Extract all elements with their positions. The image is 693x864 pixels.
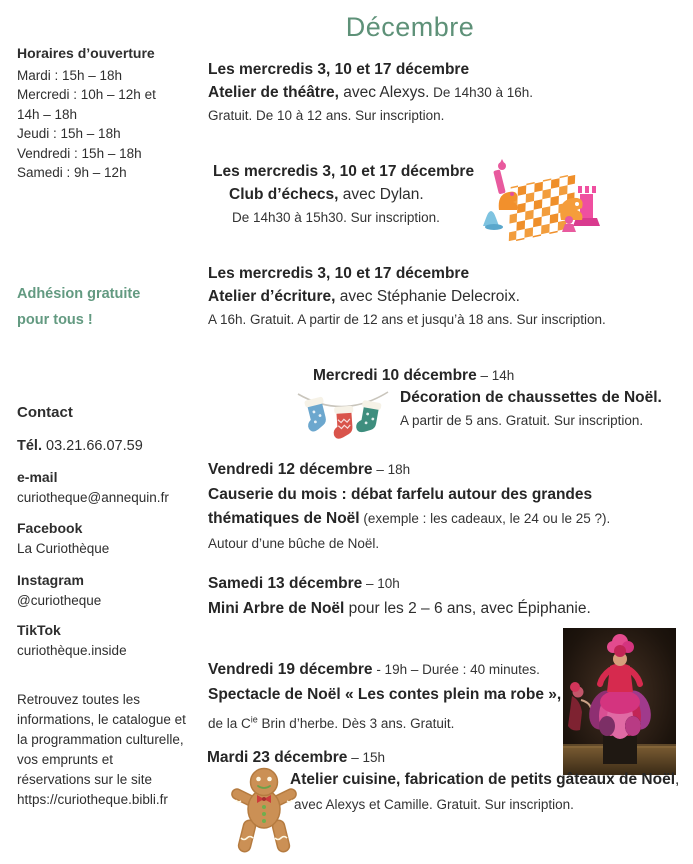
- event-date: Mardi 23 décembre: [207, 749, 348, 766]
- event-title-rest: avec Dylan.: [338, 186, 424, 203]
- hours-line: Mardi : 15h – 18h: [17, 67, 123, 83]
- event-time: - 19h – Durée : 40 minutes.: [372, 662, 540, 677]
- website-info: Retrouvez toutes les informations, le catalogue et la programmation culturelle, vos emprunts et réservations sur le site https://curiotheque.bibli.fr: [17, 692, 186, 807]
- tiktok-section: [17, 620, 189, 661]
- instagram-value: @curiotheque: [17, 593, 102, 608]
- facebook-label: Facebook: [17, 520, 83, 536]
- phone-value: 03.21.66.07.59: [41, 438, 143, 454]
- event-ecriture: [208, 262, 606, 331]
- event-date: Mercredi 10 décembre: [313, 367, 477, 384]
- event-time: – 18h: [372, 462, 411, 477]
- event-details: A 16h. Gratuit. A partir de 12 ans et jusqu’à 18 ans. Sur inscription.: [208, 312, 606, 327]
- event-title-rest: ,: [675, 771, 680, 788]
- email-label: e-mail: [17, 469, 58, 485]
- event-title: Mini Arbre de Noël: [208, 599, 345, 617]
- hours-line: Samedi : 9h – 12h: [17, 165, 127, 180]
- event-title: Atelier cuisine, fabrication de petits gâteaux de Noël: [290, 771, 676, 788]
- event-title-rest: avec Stéphanie Delecroix.: [335, 288, 520, 305]
- hours-line: Vendredi : 15h – 18h: [17, 145, 142, 161]
- email-value: curiotheque@annequin.fr: [17, 490, 169, 505]
- stockings-illustration: [296, 388, 390, 458]
- phone-line: [17, 436, 189, 457]
- phone-label: Tél.: [17, 438, 42, 454]
- chess-clipart: [481, 158, 603, 246]
- contact-title: Contact: [17, 404, 73, 421]
- event-details: A partir de 5 ans. Gratuit. Sur inscription.: [400, 413, 644, 428]
- event-title-2: thématiques de Noël: [208, 510, 360, 527]
- event-spectacle: [208, 658, 561, 736]
- event-echecs: [213, 160, 474, 229]
- event-title-rest: avec Alexys.: [338, 84, 430, 101]
- event-cuisine-body: [290, 768, 679, 817]
- event-date: Les mercredis 3, 10 et 17 décembre: [213, 163, 475, 180]
- event-time: – 10h: [362, 576, 400, 591]
- event-date: Samedi 13 décembre: [208, 575, 363, 592]
- event-title: Spectacle de Noël « Les contes plein ma robe »,: [208, 685, 562, 703]
- facebook-value: La Curiothèque: [17, 541, 110, 556]
- event-chaussettes-body: [400, 386, 662, 432]
- event-title: Atelier de théâtre,: [208, 84, 339, 101]
- event-date: Vendredi 19 décembre: [208, 661, 373, 678]
- event-title-note: (exemple : les cadeaux, le 24 ou le 25 ?).: [359, 511, 611, 526]
- event-theatre: [208, 58, 533, 127]
- event-title: Causerie du mois : débat farfelu autour des grandes: [208, 485, 593, 503]
- opening-hours-title: Horaires d’ouverture: [17, 45, 155, 61]
- tiktok-value: curiothèque.inside: [17, 643, 127, 658]
- event-arbre: [208, 572, 591, 621]
- event-details: Autour d’une bûche de Noël.: [208, 535, 380, 551]
- hours-line: Jeudi : 15h – 18h: [17, 126, 121, 141]
- event-date: Vendredi 12 décembre: [208, 461, 373, 478]
- event-details: De 14h30 à 15h30. Sur inscription.: [232, 210, 440, 225]
- event-time: – 14h: [476, 368, 515, 383]
- event-details: Gratuit. De 10 à 12 ans. Sur inscription.: [208, 108, 445, 123]
- opening-hours-section: [17, 44, 189, 183]
- facebook-section: [17, 518, 189, 559]
- event-time: – 15h: [347, 750, 385, 765]
- event-time: De 14h30 à 16h.: [429, 85, 533, 100]
- page-title: Décembre: [345, 12, 475, 42]
- event-details: de la $C^{ie}$ Brin d’herbe. Dès 3 ans. Gratuit.: [208, 714, 455, 731]
- event-chaussettes-header: [313, 364, 514, 387]
- superscript-ie: ie: [250, 714, 258, 724]
- instagram-section: [17, 570, 189, 611]
- instagram-label: Instagram: [17, 572, 84, 588]
- tiktok-label: TikTok: [17, 622, 61, 638]
- event-title: Décoration de chaussettes de Noël.: [400, 389, 662, 406]
- event-causerie: [208, 458, 610, 556]
- event-date: Les mercredis 3, 10 et 17 décembre: [208, 61, 470, 78]
- event-title-rest: pour les 2 – 6 ans, avec Épiphanie.: [344, 599, 591, 617]
- event-title: Atelier d’écriture,: [208, 288, 336, 305]
- event-date: Les mercredis 3, 10 et 17 décembre: [208, 265, 470, 282]
- hours-line: Mercredi : 10h – 12h et 14h – 18h: [17, 87, 156, 122]
- email-section: [17, 467, 189, 508]
- event-title: Club d’échecs,: [229, 186, 339, 203]
- show-photo: [563, 628, 676, 775]
- event-details: avec Alexys et Camille. Gratuit. Sur inscription.: [294, 796, 574, 812]
- membership-note: Adhésion gratuite pour tous !: [17, 286, 141, 328]
